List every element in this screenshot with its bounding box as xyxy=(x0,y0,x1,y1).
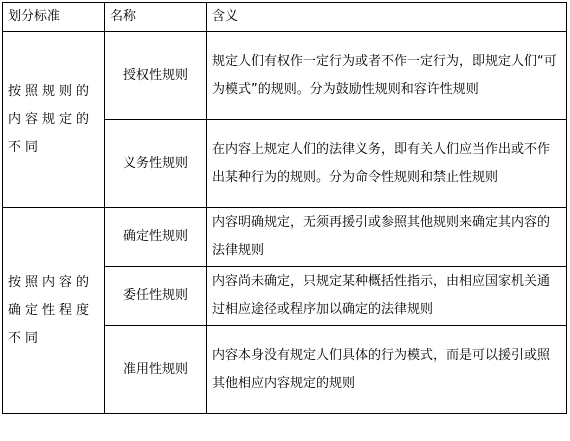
rules-table xyxy=(2,2,567,414)
rule-meaning-cell: 内容尚未确定，只规定某种概括性指示，由相应国家机关通过相应途径或程序加以确定的法律规则 xyxy=(207,267,567,326)
rule-name-cell: 委任性规则 xyxy=(105,267,207,326)
criterion-cell: 按照规则的内容规定的不同 xyxy=(3,32,105,208)
rule-name-cell: 义务性规则 xyxy=(105,120,207,208)
table-row xyxy=(3,208,567,267)
rule-meaning-cell: 规定人们有权作一定行为或者不作一定行为，即规定人们“可为模式”的规则。分为鼓励性规则和容许性规则 xyxy=(207,32,567,120)
criterion-cell: 按照内容的确定性程度不同 xyxy=(3,208,105,414)
rule-name-cell: 准用性规则 xyxy=(105,326,207,414)
header-meaning: 含义 xyxy=(207,3,567,32)
table-row xyxy=(3,32,567,120)
rule-name-cell: 授权性规则 xyxy=(105,32,207,120)
header-criterion: 划分标准 xyxy=(3,3,105,32)
rule-meaning-cell: 内容本身没有规定人们具体的行为模式，而是可以援引或照其他相应内容规定的规则 xyxy=(207,326,567,414)
rule-meaning-cell: 在内容上规定人们的法律义务，即有关人们应当作出或不作出某种行为的规则。分为命令性规则和禁止性规则 xyxy=(207,120,567,208)
rule-meaning-cell: 内容明确规定，无须再援引或参照其他规则来确定其内容的法律规则 xyxy=(207,208,567,267)
header-name: 名称 xyxy=(105,3,207,32)
rule-name-cell: 确定性规则 xyxy=(105,208,207,267)
header-row xyxy=(3,3,567,32)
